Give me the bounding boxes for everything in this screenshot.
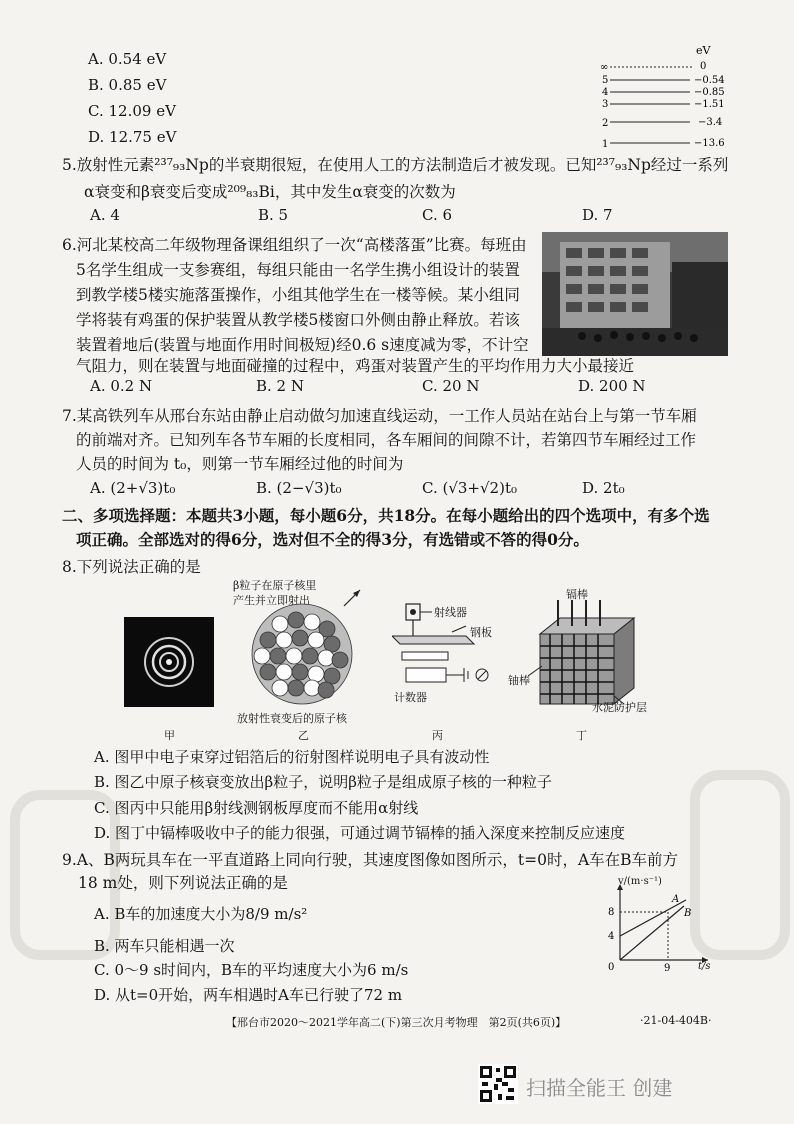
level-value-5: −0.54	[694, 75, 725, 86]
u-rod-label: 铀棒	[508, 674, 530, 687]
q6-option-a: A. 0.2 N	[90, 377, 153, 395]
q8-option-b: B. 图乙中原子核衰变放出β粒子，说明β粒子是组成原子核的一种粒子	[94, 773, 552, 791]
beta-note-line-2: 产生并立即射出	[233, 594, 310, 607]
q9-option-d: D. 从t=0开始，两车相遇时A车已行驶了72 m	[94, 986, 403, 1004]
level-n-5: 5	[602, 75, 609, 86]
source-label: 射线器	[434, 606, 467, 619]
origin-label: 0	[608, 962, 615, 972]
x-tick-9: 9	[664, 963, 671, 972]
q6-option-d: D. 200 N	[578, 377, 646, 395]
graph-xlabel: t/s	[698, 961, 711, 972]
level-value-1: −13.6	[694, 138, 725, 149]
level-value-inf: 0	[700, 61, 707, 72]
q6-line-4: 学将装有鸡蛋的保护装置从教学楼5楼窗口外侧由静止释放。若该	[76, 311, 520, 329]
level-n-3: 3	[602, 99, 609, 110]
plate-label: 钢板	[470, 626, 492, 639]
level-n-inf: ∞	[600, 62, 609, 73]
level-n-4: 4	[602, 87, 609, 98]
y-tick-8: 8	[608, 907, 615, 918]
q5-option-c: C. 6	[422, 206, 453, 224]
q6-option-c: C. 20 N	[422, 377, 480, 395]
q7-option-a: A. (2+√3)t₀	[90, 479, 176, 497]
q8-option-d: D. 图丁中镉棒吸收中子的能力很强，可通过调节镉棒的插入深度来控制反应速度	[94, 824, 626, 842]
scanner-watermark: 扫描全能王 创建	[526, 1076, 673, 1100]
level-value-2: −3.4	[698, 117, 723, 128]
footer-title: 【邢台市2020～2021学年高二(下)第三次月考物理 第2页(共6页)】	[226, 1016, 567, 1029]
q5-option-a: A. 4	[90, 206, 120, 224]
q9-option-c: C. 0～9 s时间内，B车的平均速度大小为6 m/s	[94, 961, 409, 979]
q7-line-3: 人员的时间为 t₀，则第一节车厢经过他的时间为	[76, 455, 404, 473]
q8-option-a: A. 图甲中电子束穿过铝箔后的衍射图样说明电子具有波动性	[94, 748, 490, 766]
q7-option-c: C. (√3+√2)t₀	[422, 479, 517, 497]
graph-ylabel: v/(m·s⁻¹)	[618, 876, 662, 887]
level-n-1: 1	[602, 139, 609, 150]
q8-option-c: C. 图丙中只能用β射线测钢板厚度而不能用α射线	[94, 799, 419, 817]
figure-yi-nucleus	[232, 584, 372, 714]
q6-line-2: 5名学生组成一支参赛组，每组只能由一名学生携小组设计的装置	[76, 261, 520, 279]
q7-option-b: B. (2−√3)t₀	[256, 479, 342, 497]
line-b	[620, 906, 684, 960]
q7-option-d: D. 2t₀	[582, 479, 625, 497]
nucleus-caption: 放射性衰变后的原子核	[237, 712, 347, 725]
q4-option-c: C. 12.09 eV	[88, 102, 176, 120]
q9-option-b: B. 两车只能相遇一次	[94, 937, 235, 955]
q6-line-3: 到教学楼5楼实施落蛋操作，小组其他学生在一楼等候。某小组同	[76, 286, 520, 304]
q9-option-a: A. B车的加速度大小为8/9 m/s²	[94, 905, 308, 923]
q5-option-d: D. 7	[582, 206, 613, 224]
counter-label: 计数器	[394, 691, 427, 704]
q5-option-b: B. 5	[258, 206, 289, 224]
q6-option-b: B. 2 N	[256, 377, 304, 395]
q9-vt-graph	[600, 880, 712, 972]
shield-label: 水泥防护层	[592, 701, 647, 714]
q8-stem: 8.下列说法正确的是	[62, 558, 201, 576]
building-photo	[542, 232, 728, 356]
level-n-2: 2	[602, 118, 609, 129]
figure-ding-reactor	[528, 600, 658, 710]
q4-option-b: B. 0.85 eV	[88, 76, 167, 94]
q4-option-a: A. 0.54 eV	[88, 50, 167, 68]
footer-code: ·21-04-404B·	[640, 1014, 712, 1027]
q7-line-2: 的前端对齐。已知列车各节车厢的长度相同，各车厢间的间隙不计，若第四节车厢经过工作	[76, 431, 697, 449]
line-a-label: A	[672, 894, 680, 905]
section2-line-1: 二、多项选择题：本题共3小题，每小题6分，共18分。在每小题给出的四个选项中，有多个选	[62, 506, 710, 525]
figure-jia-diffraction	[124, 617, 214, 707]
level-value-3: −1.51	[694, 99, 725, 110]
energy-unit-label: eV	[696, 44, 711, 57]
q5-line-2: α衰变和β衰变后变成²⁰⁹₈₃Bi，其中发生α衰变的次数为	[84, 183, 456, 201]
energy-level-diagram	[600, 42, 725, 150]
q5-line-1: 5.放射性元素²³⁷₉₃Np的半衰期很短，在使用人工的方法制造后才被发现。已知²³⁷₉₃Np经过一系列	[62, 156, 729, 174]
figure-jia-label: 甲	[164, 729, 175, 742]
q6-line-6: 气阻力，则在装置与地面碰撞的过程中，鸡蛋对装置产生的平均作用力大小最接近	[76, 357, 635, 375]
figure-bing-label: 丙	[432, 729, 443, 742]
q4-option-d: D. 12.75 eV	[88, 128, 177, 146]
figure-yi-label: 乙	[298, 729, 309, 742]
cd-rod-label: 镉棒	[566, 588, 588, 601]
section2-line-2: 项正确。全部选对的得6分，选对但不全的得3分，有选错或不答的得0分。	[76, 530, 589, 549]
line-a	[620, 900, 686, 936]
q6-line-1: 6.河北某校高二年级物理备课组组织了一次“高楼落蛋”比赛。每班由	[62, 236, 527, 254]
line-b-label: B	[684, 908, 692, 919]
qr-code-icon	[478, 1064, 518, 1104]
figure-ding-label: 丁	[576, 729, 587, 742]
q9-line-1: 9.A、B两玩具车在一平直道路上同向行驶，其速度图像如图所示，t=0时，A车在B车前方	[62, 851, 679, 869]
beta-note-line-1: β粒子在原子核里	[233, 579, 317, 592]
q9-line-2: 18 m处，则下列说法正确的是	[78, 874, 288, 892]
q7-line-1: 7.某高铁列车从邢台东站由静止启动做匀加速直线运动，一工作人员站在站台上与第一节车厢	[62, 407, 697, 425]
q6-line-5: 装置着地后(装置与地面作用时间极短)经0.6 s速度减为零，不计空	[76, 336, 529, 354]
y-tick-4: 4	[608, 931, 615, 942]
level-value-4: −0.85	[694, 87, 725, 98]
